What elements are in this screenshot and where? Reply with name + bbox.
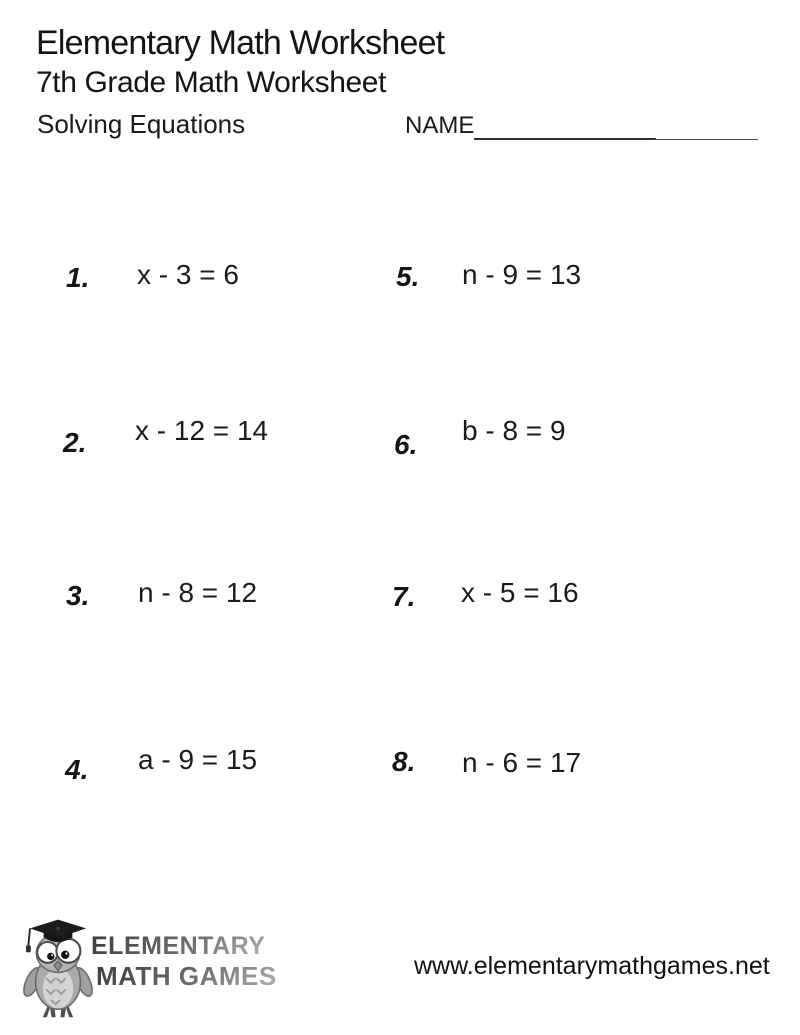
problem-number: 4. — [65, 754, 89, 785]
problem-equation: b - 8 = 9 — [462, 415, 566, 446]
section-title: Solving Equations — [37, 109, 246, 139]
page-subtitle: 7th Grade Math Worksheet — [36, 66, 387, 99]
page-title: Elementary Math Worksheet — [36, 24, 445, 62]
name-blank-line-extension — [652, 119, 758, 140]
problem-equation: n - 8 = 12 — [138, 577, 258, 608]
problem-number: 1. — [66, 262, 90, 293]
logo-text-line2: MATH GAMES — [96, 961, 277, 991]
problem-equation: n - 9 = 13 — [462, 259, 582, 290]
owl-graduation-cap-icon — [22, 918, 94, 1027]
problem-equation: n - 6 = 17 — [462, 747, 582, 778]
problem-number: 2. — [63, 427, 87, 458]
website-url: www.elementarymathgames.net — [414, 952, 770, 980]
name-label: NAME — [405, 112, 475, 139]
problem-number: 6. — [394, 429, 418, 460]
problem-equation: a - 9 = 15 — [138, 744, 258, 775]
problem-number: 5. — [396, 261, 420, 292]
problem-equation: x - 3 = 6 — [137, 259, 239, 290]
name-blank-line — [474, 118, 656, 140]
logo-text-line1: ELEMENTARY — [91, 932, 266, 960]
problem-number: 7. — [392, 581, 416, 612]
problem-equation: x - 5 = 16 — [461, 577, 579, 608]
problem-equation: x - 12 = 14 — [135, 415, 269, 446]
problem-number: 3. — [66, 580, 90, 611]
problem-number: 8. — [392, 746, 416, 777]
